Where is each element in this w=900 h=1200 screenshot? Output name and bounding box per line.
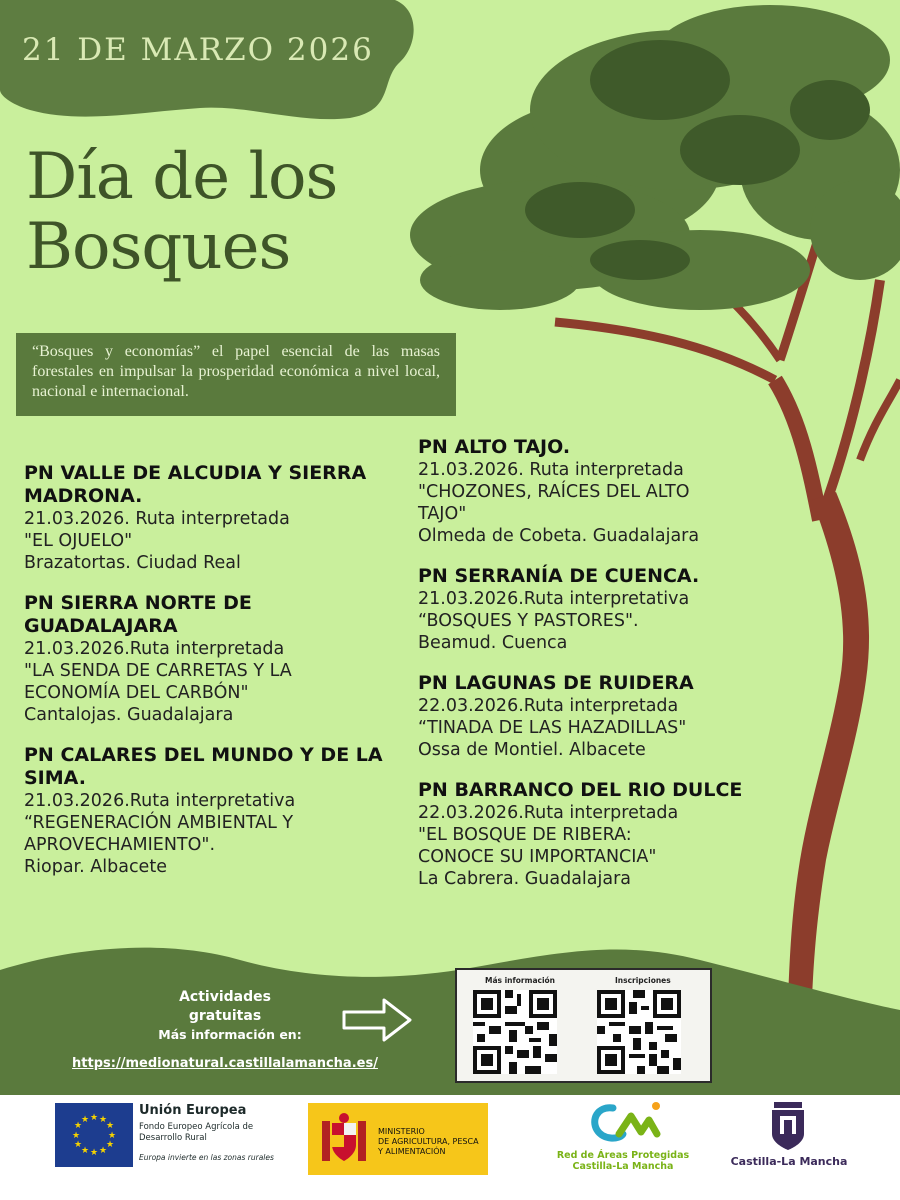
svg-text:★: ★ [105, 1140, 115, 1150]
free-activities-text: Actividades gratuitas [179, 989, 271, 1024]
event-activity: 21.03.2026. Ruta interpretada "CHOZONES, RAÍCES DEL ALTO TAJO" [418, 460, 690, 524]
more-info-text: Más información en: [158, 1027, 302, 1042]
event-place: Beamud. Cuenca [418, 633, 568, 653]
event-park-name: PN VALLE DE ALCUDIA Y SIERRA MADRONA. [24, 462, 367, 507]
eu-fund-name: Fondo Europeo Agrícola de Desarrollo Rural [139, 1122, 254, 1143]
svg-text:★: ★ [89, 1148, 99, 1158]
event-item [24, 744, 424, 878]
event-date: 21 DE MARZO 2026 [22, 32, 374, 68]
event-item [418, 779, 818, 890]
page-title [26, 142, 426, 282]
eu-title: Unión Europea [139, 1103, 247, 1118]
title-line-1: Día de los [26, 140, 338, 214]
rap-line-1: Red de Áreas Protegidas [556, 1150, 690, 1161]
eu-tagline: Europa invierte en las zonas rurales [139, 1153, 274, 1162]
spain-coat-of-arms-icon [318, 1111, 370, 1167]
event-park-name: PN LAGUNAS DE RUIDERA [418, 672, 694, 694]
title-line-2: Bosques [26, 210, 291, 284]
svg-text:★: ★ [105, 1121, 115, 1131]
arrow-right-icon [340, 996, 414, 1044]
event-place: Brazatortas. Ciudad Real [24, 553, 241, 573]
qr-info-label: Más información [485, 976, 556, 985]
event-activity: 21.03.2026.Ruta interpretativa “REGENERACIÓN AMBIENTAL Y APROVECHAMIENTO". [24, 791, 296, 855]
event-activity: 21.03.2026.Ruta interpretada "LA SENDA DE CARRETAS Y LA ECONOMÍA DEL CARBÓN" [24, 639, 292, 703]
event-park-name: PN SIERRA NORTE DE GUADALAJARA [24, 592, 252, 637]
event-activity: 21.03.2026.Ruta interpretativa “BOSQUES Y PASTORES". [418, 589, 690, 631]
event-item [418, 672, 818, 761]
event-place: Riopar. Albacete [24, 857, 167, 877]
event-place: La Cabrera. Guadalajara [418, 869, 632, 889]
svg-text:★: ★ [73, 1121, 83, 1131]
event-place: Cantalojas. Guadalajara [24, 705, 234, 725]
qr-code-signup[interactable] [597, 990, 681, 1074]
rap-logo [548, 1098, 698, 1178]
event-place: Olmeda de Cobeta. Guadalajara [418, 526, 700, 546]
events-right-column [418, 436, 818, 908]
protected-areas-icon [583, 1098, 663, 1148]
event-activity: 21.03.2026. Ruta interpretada "EL OJUELO" [24, 509, 290, 551]
event-item [24, 592, 424, 726]
event-item [418, 436, 818, 547]
event-activity: 22.03.2026.Ruta interpretada "EL BOSQUE DE RIBERA: CONOCE SU IMPORTANCIA" [418, 803, 679, 867]
event-park-name: PN CALARES DEL MUNDO Y DE LA SIMA. [24, 744, 383, 789]
events-left-column [24, 462, 424, 896]
clm-logo [728, 1098, 850, 1178]
qr-codes-panel [455, 968, 712, 1083]
svg-text:★: ★ [73, 1140, 83, 1150]
svg-text:★: ★ [89, 1113, 99, 1123]
event-place: Ossa de Montiel. Albacete [418, 740, 646, 760]
event-item [418, 565, 818, 654]
qr-code-more-info[interactable] [473, 990, 557, 1074]
event-activity: 22.03.2026.Ruta interpretada “TINADA DE LAS HAZADILLAS" [418, 696, 687, 738]
eu-flag-icon [55, 1103, 133, 1167]
castle-shield-icon [768, 1098, 808, 1152]
eu-text-block [139, 1103, 279, 1162]
rap-line-2: Castilla-La Mancha [572, 1161, 674, 1172]
event-item [24, 462, 424, 574]
svg-text:★: ★ [80, 1146, 90, 1156]
svg-text:★: ★ [80, 1115, 90, 1125]
qr-signup-label: Inscripciones [615, 976, 671, 985]
svg-text:★: ★ [107, 1131, 117, 1141]
event-park-name: PN BARRANCO DEL RIO DULCE [418, 779, 743, 801]
svg-text:★: ★ [98, 1115, 108, 1125]
event-park-name: PN ALTO TAJO. [418, 436, 571, 458]
clm-name: Castilla-La Mancha [730, 1155, 848, 1168]
ministry-name: MINISTERIO DE AGRICULTURA, PESCA Y ALIMENTACIÓN [378, 1127, 479, 1156]
event-park-name: PN SERRANÍA DE CUENCA. [418, 565, 700, 587]
theme-quote: “Bosques y economías” el papel esencial de las masas forestales en impulsar la prosperidad económica a nivel local, nacional e internacional. [16, 333, 456, 416]
svg-text:★: ★ [98, 1146, 108, 1156]
rap-text [548, 1150, 698, 1172]
ministry-logo [308, 1103, 488, 1175]
eu-logo [55, 1103, 275, 1167]
website-link[interactable]: https://medionatural.castillalamancha.es/ [72, 1056, 378, 1071]
svg-text:★: ★ [71, 1131, 81, 1141]
